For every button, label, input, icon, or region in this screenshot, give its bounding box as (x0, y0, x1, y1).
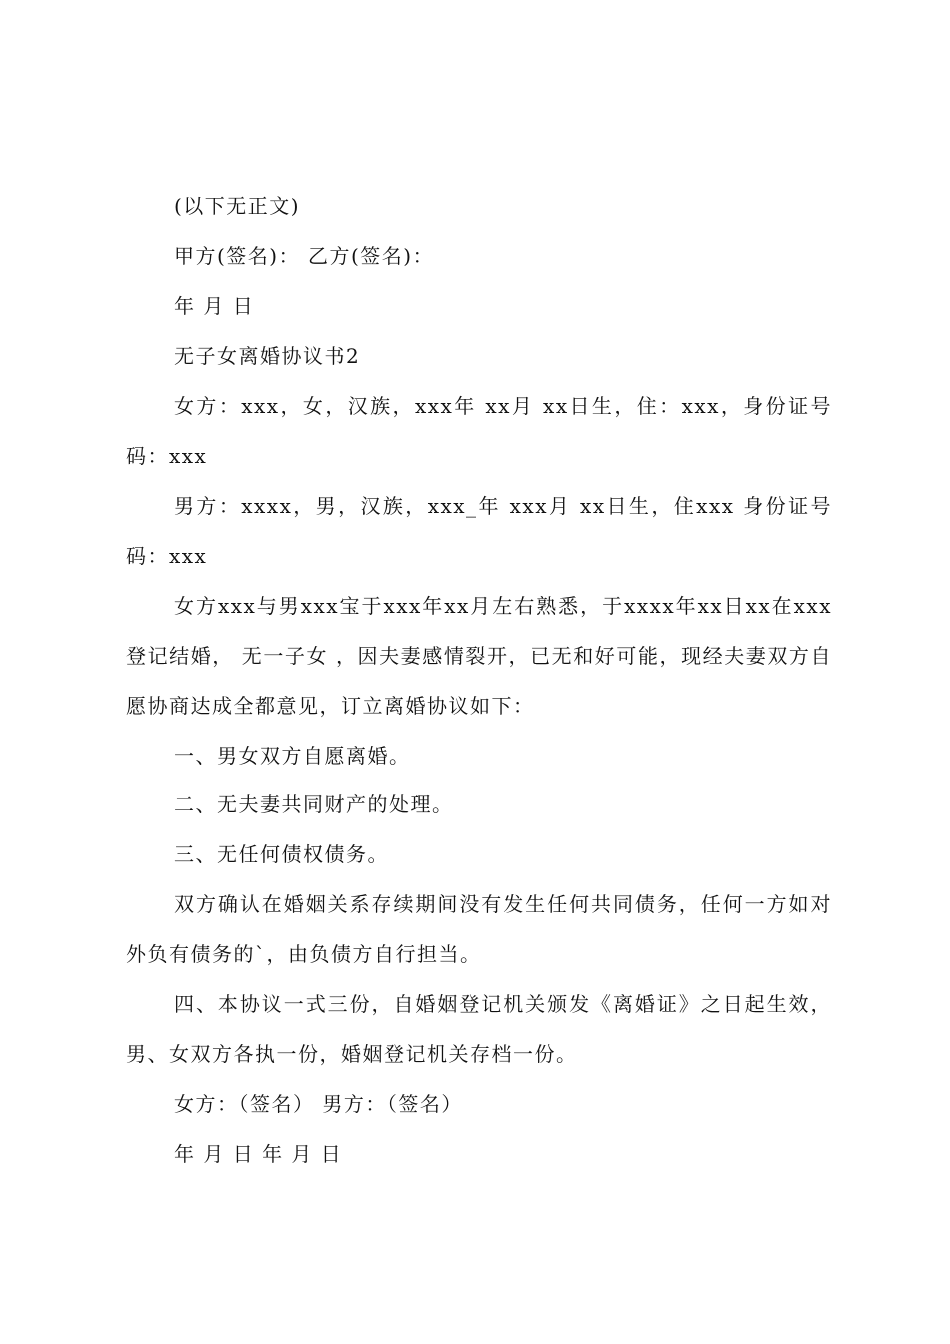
female-party-info: 女方：xxx，女，汉族，xxx年 xx月 xx日生，住：xxx，身份证号码：xxx (126, 394, 832, 468)
clause-two: 二、无夫妻共同财产的处理。 (174, 792, 454, 816)
marriage-background: 女方xxx与男xxx宝于xxx年xx月左右熟悉，于xxxx年xx日xx在xxx登记结婚， 无一子女 ，因夫妻感情裂开，已无和好可能，现经夫妻双方自愿协商达成全都意见，订立离婚协议如下： (126, 594, 832, 718)
no-more-text-note: (以下无正文) (174, 194, 301, 218)
male-party-info: 男方：xxxx，男，汉族，xxx_年 xxx月 xx日生，住xxx 身份证号码：xxx (126, 494, 832, 568)
debt-confirmation: 双方确认在婚姻关系存续期间没有发生任何共同债务，任何一方如对外负有债务的`，由负债方自行担当。 (126, 892, 832, 966)
clause-four: 四、本协议一式三份，自婚姻登记机关颁发《离婚证》之日起生效，男、女双方各执一份，婚姻登记机关存档一份。 (126, 992, 832, 1066)
date-line-1: 年 月 日 (174, 294, 255, 318)
clause-three: 三、无任何债权债务。 (174, 842, 389, 866)
final-date-line: 年 月 日 年 月 日 (174, 1142, 343, 1166)
final-signature-line: 女方：（签名） 男方：（签名） (174, 1092, 463, 1116)
clause-one: 一、男女双方自愿离婚。 (174, 744, 411, 768)
party-signature-line: 甲方(签名)： 乙方(签名)： (174, 244, 435, 268)
document-title: 无子女离婚协议书2 (174, 344, 361, 368)
